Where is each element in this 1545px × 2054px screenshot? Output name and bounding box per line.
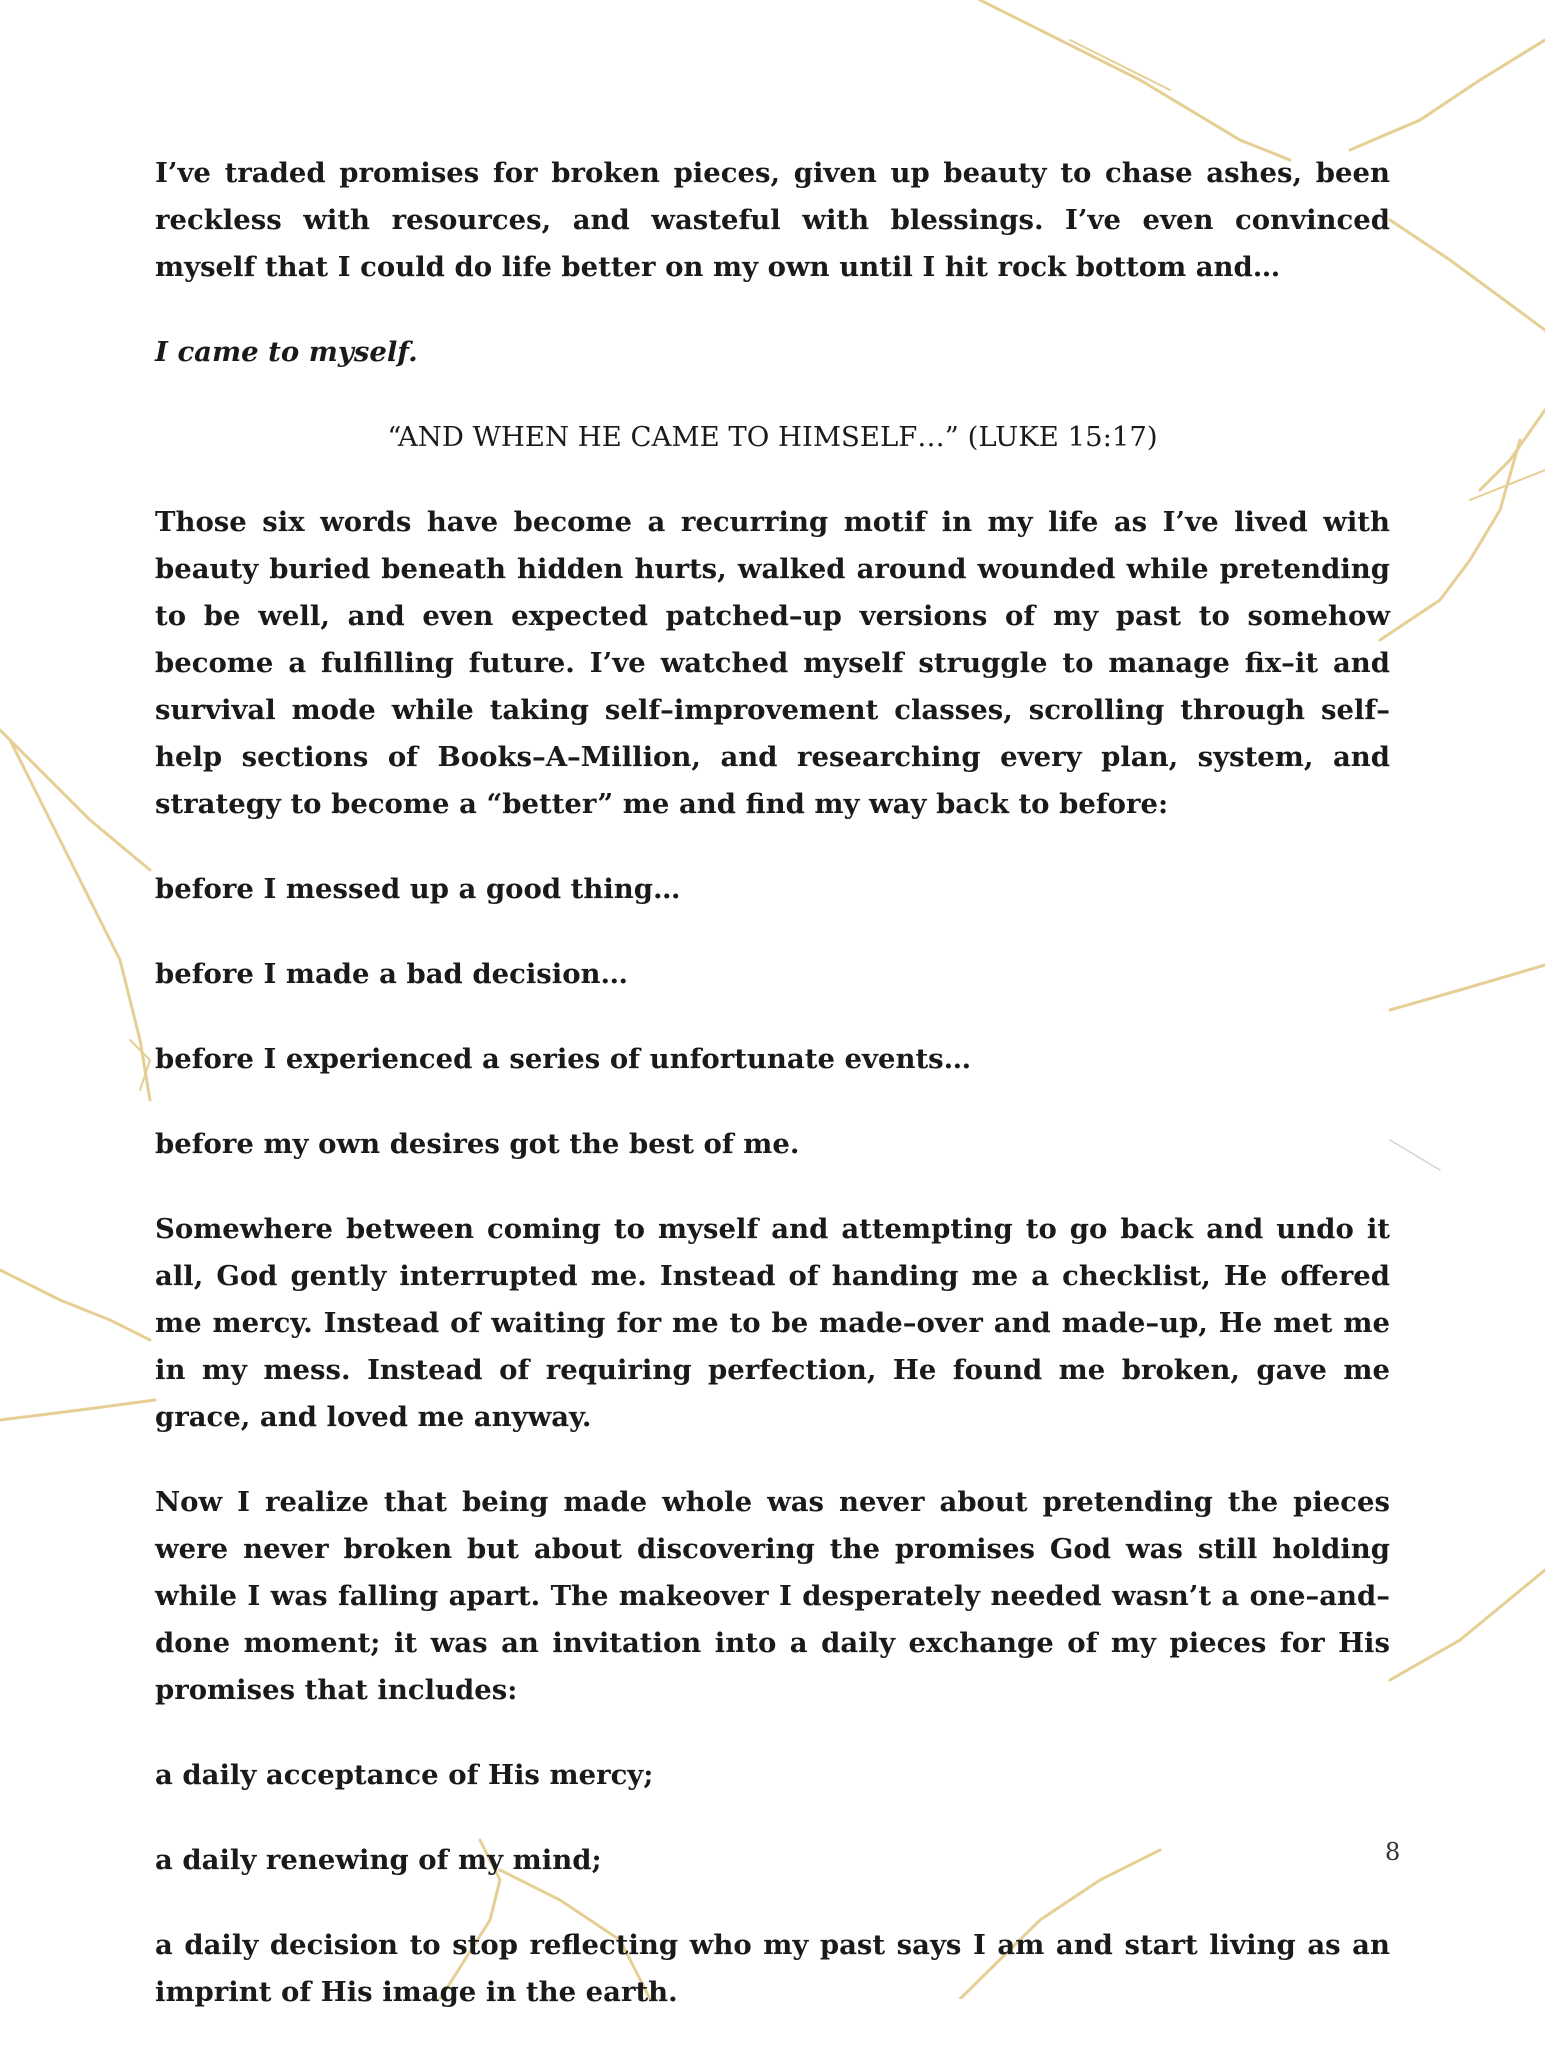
scripture-heading: “AND WHEN HE CAME TO HIMSELF…” (LUKE 15:17)	[387, 421, 1158, 453]
paragraph-now-i-realize: Now I realize that being made whole was never about pretending the pieces were never broken but about discovering the promises God was still holding while I was falling apart. The makeover I desperately needed wasn’t a one–and–done moment; it was an invitation into a daily exchange of my pieces for His promises that includes:	[155, 1486, 1390, 1706]
list-item-before-1: before I messed up a good thing…	[155, 873, 681, 905]
list-item-daily-2: a daily renewing of my mind;	[155, 1844, 602, 1876]
paragraph-somewhere-between: Somewhere between coming to myself and attempting to go back and undo it all, God gently interrupted me. Instead of handing me a checklist, He offered me mercy. Instead of waiting for me to be made–over and made–up, He met me in my mess. Instead of requiring perfection, He found me broken, gave me grace, and loved me anyway.	[155, 1213, 1390, 1433]
list-item-before-3: before I experienced a series of unfortunate events…	[155, 1043, 972, 1075]
paragraph-intro: I’ve traded promises for broken pieces, given up beauty to chase ashes, been reckless with resources, and wasteful with blessings. I’ve even convinced myself that I could do life better on my own until I hit rock bottom and…	[155, 157, 1390, 283]
paragraph-six-words: Those six words have become a recurring motif in my life as I’ve lived with beauty buried beneath hidden hurts, walked around wounded while pretending to be well, and even expected patched–up versions of my past to somehow become a fulfilling future. I’ve watched myself struggle to manage fix–it and survival mode while taking self–improvement classes, scrolling through self–help sections of Books–A–Million, and researching every plan, system, and strategy to become a “better” me and find my way back to before:	[155, 506, 1390, 820]
list-item-daily-1: a daily acceptance of His mercy;	[155, 1759, 654, 1791]
list-item-daily-3: a daily decision to stop reflecting who my past says I am and start living as an imprint of His image in the earth.	[155, 1929, 1390, 2008]
list-item-before-4: before my own desires got the best of me.	[155, 1128, 800, 1160]
page-number: 8	[1385, 1838, 1401, 1866]
list-item-before-2: before I made a bad decision…	[155, 958, 629, 990]
document-body	[155, 150, 1390, 2054]
paragraph-came-to-myself: I came to myself.	[155, 336, 418, 368]
